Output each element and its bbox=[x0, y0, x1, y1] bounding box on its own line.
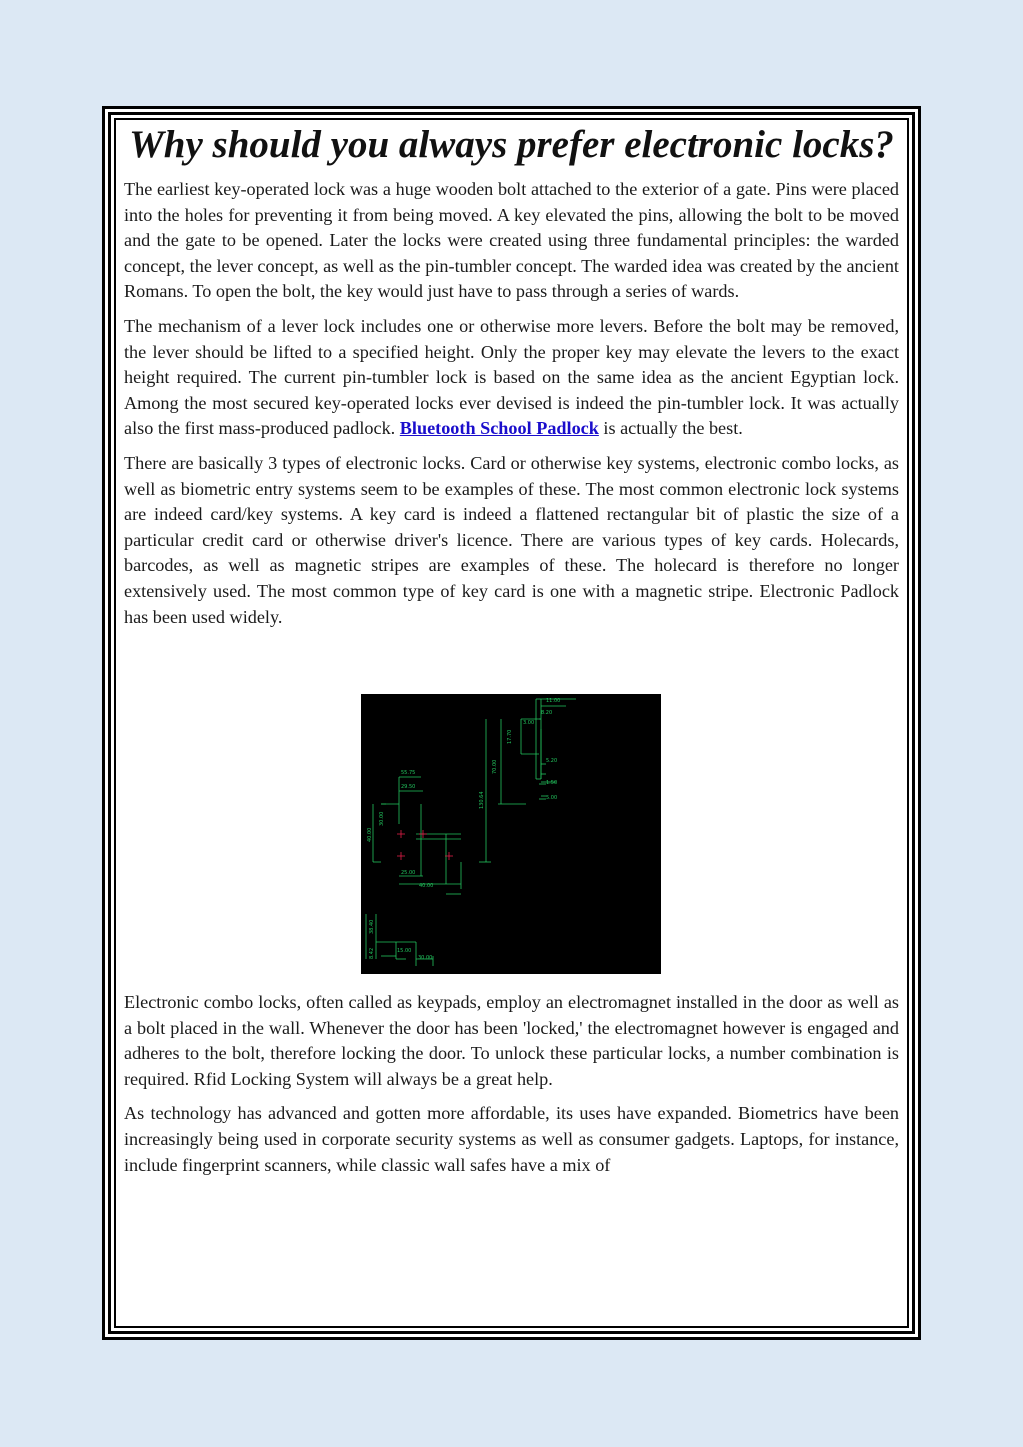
dimension-label: 25.00 bbox=[401, 870, 416, 877]
paragraph-5: As technology has advanced and gotten more affordable, its uses have expanded. Biometrics have been increasingly being used in corporate security systems as well as consumer gadgets. Laptops, for instance, include fingerprint scanners, while classic wall safes have a mix of bbox=[124, 1103, 899, 1175]
technical-drawing-svg bbox=[361, 694, 661, 974]
technical-drawing-image bbox=[361, 694, 661, 974]
paragraph-4: Electronic combo locks, often called as keypads, employ an electromagnet installed in the door as well as a bolt placed in the wall. Whenever the door has been 'locked,' the electromagnet however is engaged and adheres to the bolt, therefore locking the door. To unlock these particular locks, a number combination is required. Rfid Locking System will always be a great help. bbox=[124, 992, 899, 1089]
dimension-label: 17.70 bbox=[507, 729, 513, 745]
dimension-label: 40.00 bbox=[419, 883, 434, 890]
dimension-label: 55.75 bbox=[401, 770, 416, 777]
paragraph-2-tail: is actually the best. bbox=[598, 418, 743, 439]
dimension-label: 15.00 bbox=[397, 948, 412, 955]
figure-container bbox=[124, 639, 899, 990]
dimension-label: 5.00 bbox=[546, 795, 558, 802]
dimension-label: 11.00 bbox=[546, 698, 561, 705]
dimension-label: 8.20 bbox=[541, 710, 553, 717]
dimension-label: 5.20 bbox=[546, 758, 558, 765]
dimension-label: 30.00 bbox=[418, 955, 433, 962]
bluetooth-school-padlock-link[interactable]: Bluetooth School Padlock bbox=[399, 418, 599, 439]
paragraph-2-text: The mechanism of a lever lock includes one or otherwise more levers. Before the bolt may be removed, the lever should be lifted to a specified height. Only the proper key may elevate the levers to the exact height required. The current pin-tumbler lock is based on the same idea as the ancient Egyptian lock. Among the most secured key-operated locks ever devised is indeed the pin-tumbler lock. It was actually also the first mass-produced padlock. bbox=[124, 315, 899, 439]
paragraph-2 bbox=[124, 314, 899, 442]
dimension-label: 38.40 bbox=[369, 919, 375, 935]
dimension-label: 70.00 bbox=[492, 759, 498, 775]
paragraph-1: The earliest key-operated lock was a huge wooden bolt attached to the exterior of a gate. Pins were placed into the holes for preventing it from being moved. A key elevated the pins, allowing the bolt to be moved and the gate to be opened. Later the locks were created using three fundamental principles: the warded concept, the lever concept, as well as the pin-tumbler concept. The warded idea was created by the ancient Romans. To open the bolt, the key would just have to pass through a series of wards. bbox=[124, 179, 899, 302]
paragraph-3: There are basically 3 types of electronic locks. Card or otherwise key systems, electronic combo locks, as well as biometric entry systems seem to be examples of these. The most common electronic lock systems are indeed card/key systems. A key card is indeed a flattened rectangular bit of plastic the size of a particular credit card or otherwise driver's licence. There are various types of key cards. Holecards, barcodes, as well as magnetic stripes are examples of these. The holecard is therefore no longer extensively used. The most common type of key card is one with a magnetic stripe. Electronic Padlock has been used widely. bbox=[124, 452, 899, 627]
dimension-label: 130.64 bbox=[479, 791, 485, 810]
article-title: Why should you always prefer electronic locks? bbox=[129, 123, 894, 166]
dimension-label: 29.50 bbox=[401, 784, 416, 791]
dimension-label: 40.00 bbox=[367, 827, 373, 843]
article-body bbox=[124, 122, 899, 1332]
dimension-label: 8.42 bbox=[369, 947, 375, 960]
dimension-label: 30.00 bbox=[379, 811, 385, 827]
dimension-label: 3.00 bbox=[523, 720, 535, 727]
dimension-label: 1.50 bbox=[546, 780, 558, 787]
